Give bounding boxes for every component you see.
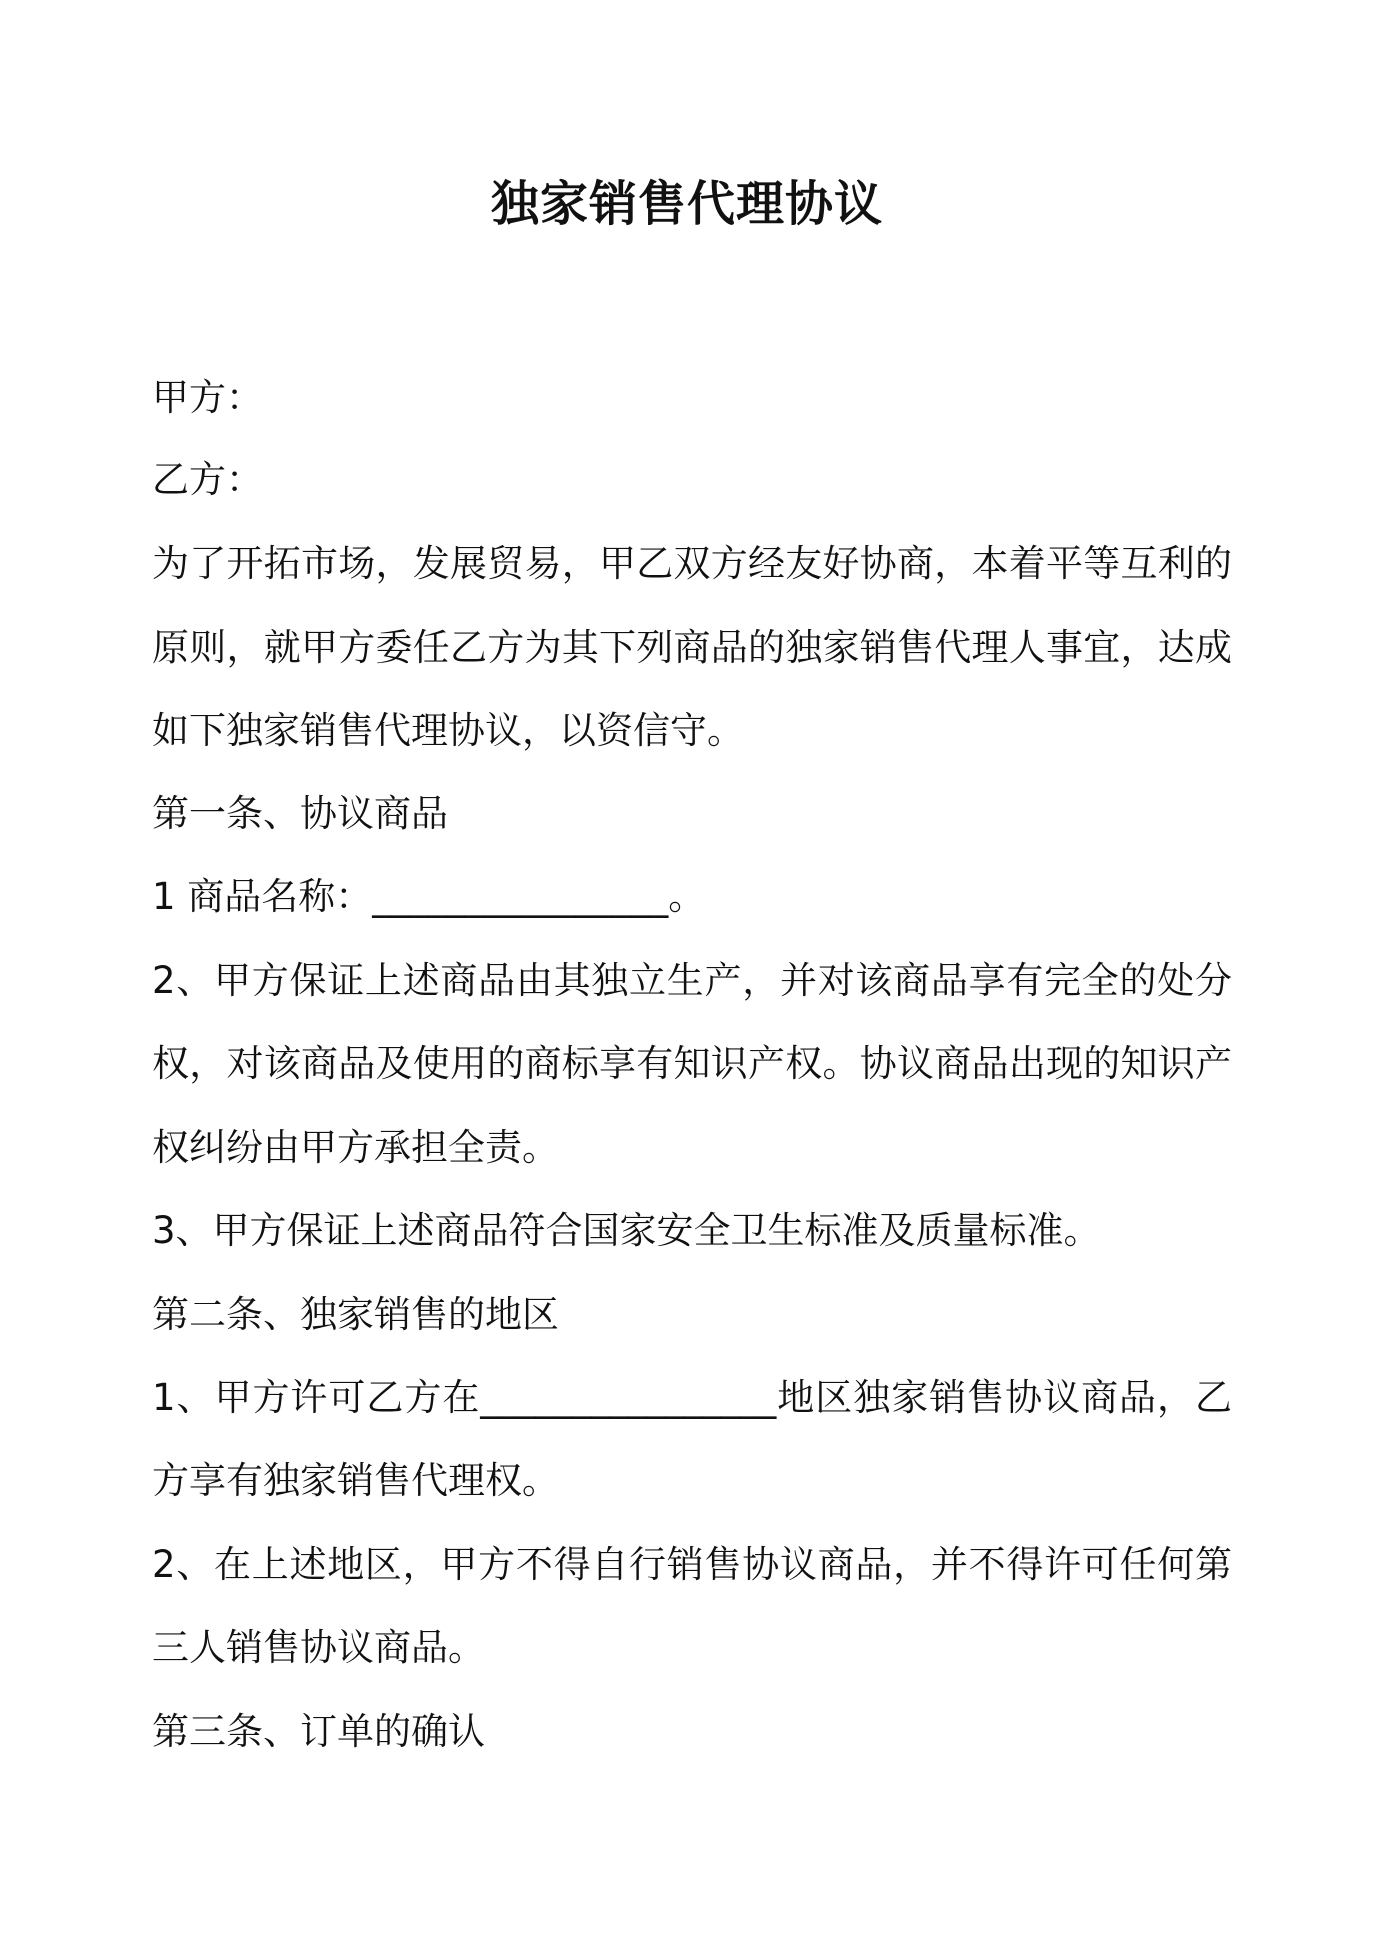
article-1-item-3: 3、甲方保证上述商品符合国家安全卫生标准及质量标准。: [152, 1209, 1101, 1252]
article-1-item-2-line-3: 权纠纷由甲方承担全责。: [152, 1126, 559, 1169]
article-2-item-1-line-1: 1、甲方许可乙方在________________地区独家销售协议商品，乙: [152, 1376, 1232, 1419]
article-2-item-1-line-2: 方享有独家销售代理权。: [152, 1459, 559, 1502]
preamble-line-3: 如下独家销售代理协议，以资信守。: [152, 709, 744, 752]
article-2-item-2-line-2: 三人销售协议商品。: [152, 1626, 485, 1669]
preamble-line-1: 为了开拓市场，发展贸易，甲乙双方经友好协商，本着平等互利的: [152, 542, 1232, 585]
party-b-label: 乙方：: [152, 458, 263, 501]
article-1-item-1: 1 商品名称：________________。: [152, 875, 706, 918]
article-1-heading: 第一条、协议商品: [152, 792, 448, 835]
article-2-item-2-line-1: 2、在上述地区，甲方不得自行销售协议商品，并不得许可任何第: [152, 1543, 1232, 1586]
article-1-item-2-line-1: 2、甲方保证上述商品由其独立生产，并对该商品享有完全的处分: [152, 959, 1232, 1002]
article-2-heading: 第二条、独家销售的地区: [152, 1293, 559, 1336]
article-3-heading: 第三条、订单的确认: [152, 1710, 485, 1753]
document-title: 独家销售代理协议: [490, 176, 883, 232]
party-a-label: 甲方：: [152, 376, 263, 419]
preamble-line-2: 原则，就甲方委任乙方为其下列商品的独家销售代理人事宜，达成: [152, 626, 1232, 669]
article-1-item-2-line-2: 权，对该商品及使用的商标享有知识产权。协议商品出现的知识产: [152, 1042, 1232, 1085]
